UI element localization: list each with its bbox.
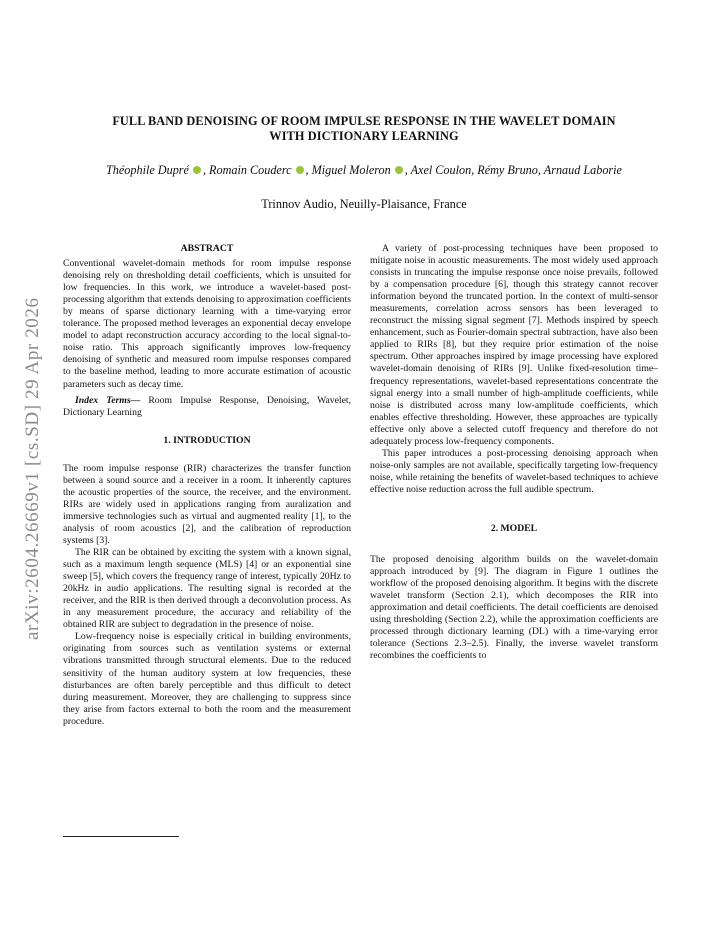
author-name: Arnaud Laborie xyxy=(543,163,622,177)
left-column xyxy=(63,243,351,728)
abstract-text: Conventional wavelet-domain methods for room impulse response denoising rely on thresholding detail coefficients, which is unsuited for low frequencies. In this work, we introduce a wavelet-based post-processing algorithm that extends denoising to approximation coefficients by means of sparse dictionary learning with a time-varying error tolerance. The proposed method leverages an exponential decay envelope model to adapt reconstruction accuracy according to the local signal-to-noise ratio. This approach significantly improves low-frequency denoising of synthetic and measured room impulse responses compared to the baseline method, leading to more accurate estimation of acoustic parameters such as decay time. xyxy=(63,258,351,390)
model-paragraph-1: The proposed denoising algorithm builds on the wavelet-domain approach introduced by [9]. The diagram in Figure 1 outlines the workflow of the proposed denoising algorithm. It begins with the discrete wavelet transform (Section 2.1), which decomposes the RIR into approximation and detail coefficients. The detail coefficients are denoised using thresholding (Section 2.2), while the approximation coefficients are processed through dictionary learning (DL) with a time-varying error tolerance (Sections 2.3–2.5). Finally, the inverse wavelet transform recombines the coefficients to xyxy=(370,554,658,662)
author-name: Axel Coulon xyxy=(410,163,472,177)
footnote-rule xyxy=(63,836,179,837)
author-separator: , xyxy=(404,163,408,177)
author-separator: , xyxy=(537,163,541,177)
author-name: Théophile Dupré xyxy=(106,163,189,177)
index-terms-label: Index Terms— xyxy=(75,394,141,406)
author-name: Romain Couderc xyxy=(209,163,292,177)
intro-paragraph-5: This paper introduces a post-processing denoising approach when noise-only samples are not available, specifically targeting low-frequency noise, while retaining the benefits of wavelet-based techniques to achieve effective noise reduction across the full audible spectrum. xyxy=(370,447,658,495)
author-name: Rémy Bruno xyxy=(477,163,538,177)
section-heading-model: 2. MODEL xyxy=(490,522,538,534)
index-terms xyxy=(63,395,351,419)
index-terms-text: Room Impulse Response, Denoising, Wavelet, Dictionary Learning xyxy=(63,394,351,418)
author-name: Miguel Moleron xyxy=(311,163,391,177)
intro-paragraph-2: The RIR can be obtained by exciting the system with a known signal, such as a maximum length sequence (MLS) [4] or an exponential sine sweep [5], which covers the frequency range of interest, typically 20Hz to 20kHz in audio applications. The resulting signal is recorded at the receiver, and the RIR is then derived through a deconvolution process. As in any measurement procedure, the accuracy and reliability of the obtained RIR are subject to degradation in the presence of noise. xyxy=(63,547,351,631)
orcid-icon[interactable] xyxy=(193,166,201,174)
author-separator: , xyxy=(202,163,206,177)
orcid-icon[interactable] xyxy=(296,166,304,174)
author-list xyxy=(40,163,688,178)
intro-paragraph-1: The room impulse response (RIR) characterizes the transfer function between a sound source and a receiver in a room. It inherently captures the acoustic properties of the source, the receiver, and the environment. RIRs are widely used in applications ranging from auralization and immersive technologies such as virtual and augmented reality [1], to the analysis of room acoustics [2], and the calibration of reproduction systems [3]. xyxy=(63,462,351,546)
author-separator: , xyxy=(471,163,475,177)
author-separator: , xyxy=(305,163,309,177)
affiliation: Trinnov Audio, Neuilly-Plaisance, France xyxy=(261,197,467,211)
orcid-icon[interactable] xyxy=(395,166,403,174)
abstract-heading: ABSTRACT xyxy=(180,243,234,254)
section-heading-introduction: 1. INTRODUCTION xyxy=(163,434,251,446)
intro-paragraph-3: Low-frequency noise is especially critical in building environments, originating from sources such as ventilation systems or external vibrations transmitted through structural elements. Due to the reduced sensitivity of the human auditory system at low frequencies, these disturbances are often barely perceptible and thus difficult to detect during measurement. Moreover, they are challenging to suppress since they arise from factors external to both the room and the measurement procedure. xyxy=(63,631,351,727)
title-line-1: FULL BAND DENOISING OF ROOM IMPULSE RESPONSE IN THE WAVELET DOMAIN xyxy=(112,114,616,128)
arxiv-identifier: arXiv:2604.26669v1 [cs.SD] 29 Apr 2026 xyxy=(22,297,43,640)
right-column xyxy=(370,243,658,662)
intro-paragraph-4: A variety of post-processing techniques have been proposed to mitigate noise in acoustic measurements. The most widely used approach consists in truncating the impulse response once noise prevails, followed by a compensation procedure [6], though this strategy cannot recover information beyond the truncated portion. In the context of multi-sensor measurements, correlation across sensors has been leveraged to reconstruct the missing signal segment [7]. Methods inspired by speech enhancement, such as Fourier-domain spectral subtraction, have also been applied to RIRs [8], but they require prior estimation of the noise spectrum. Other approaches inspired by image processing have explored wavelet-domain denoising of RIRs [9]. Unlike fixed-resolution time–frequency representations, wavelet-based representations concentrate the signal energy into a small number of high-amplitude coefficients, while noise is distributed across many low-amplitude coefficients, which enables effective thresholding. However, these approaches are typically effective only above a selected cutoff frequency and therefore do not adequately process low-frequency components. xyxy=(370,243,658,447)
paper-title xyxy=(40,114,688,143)
title-line-2: WITH DICTIONARY LEARNING xyxy=(269,128,459,143)
